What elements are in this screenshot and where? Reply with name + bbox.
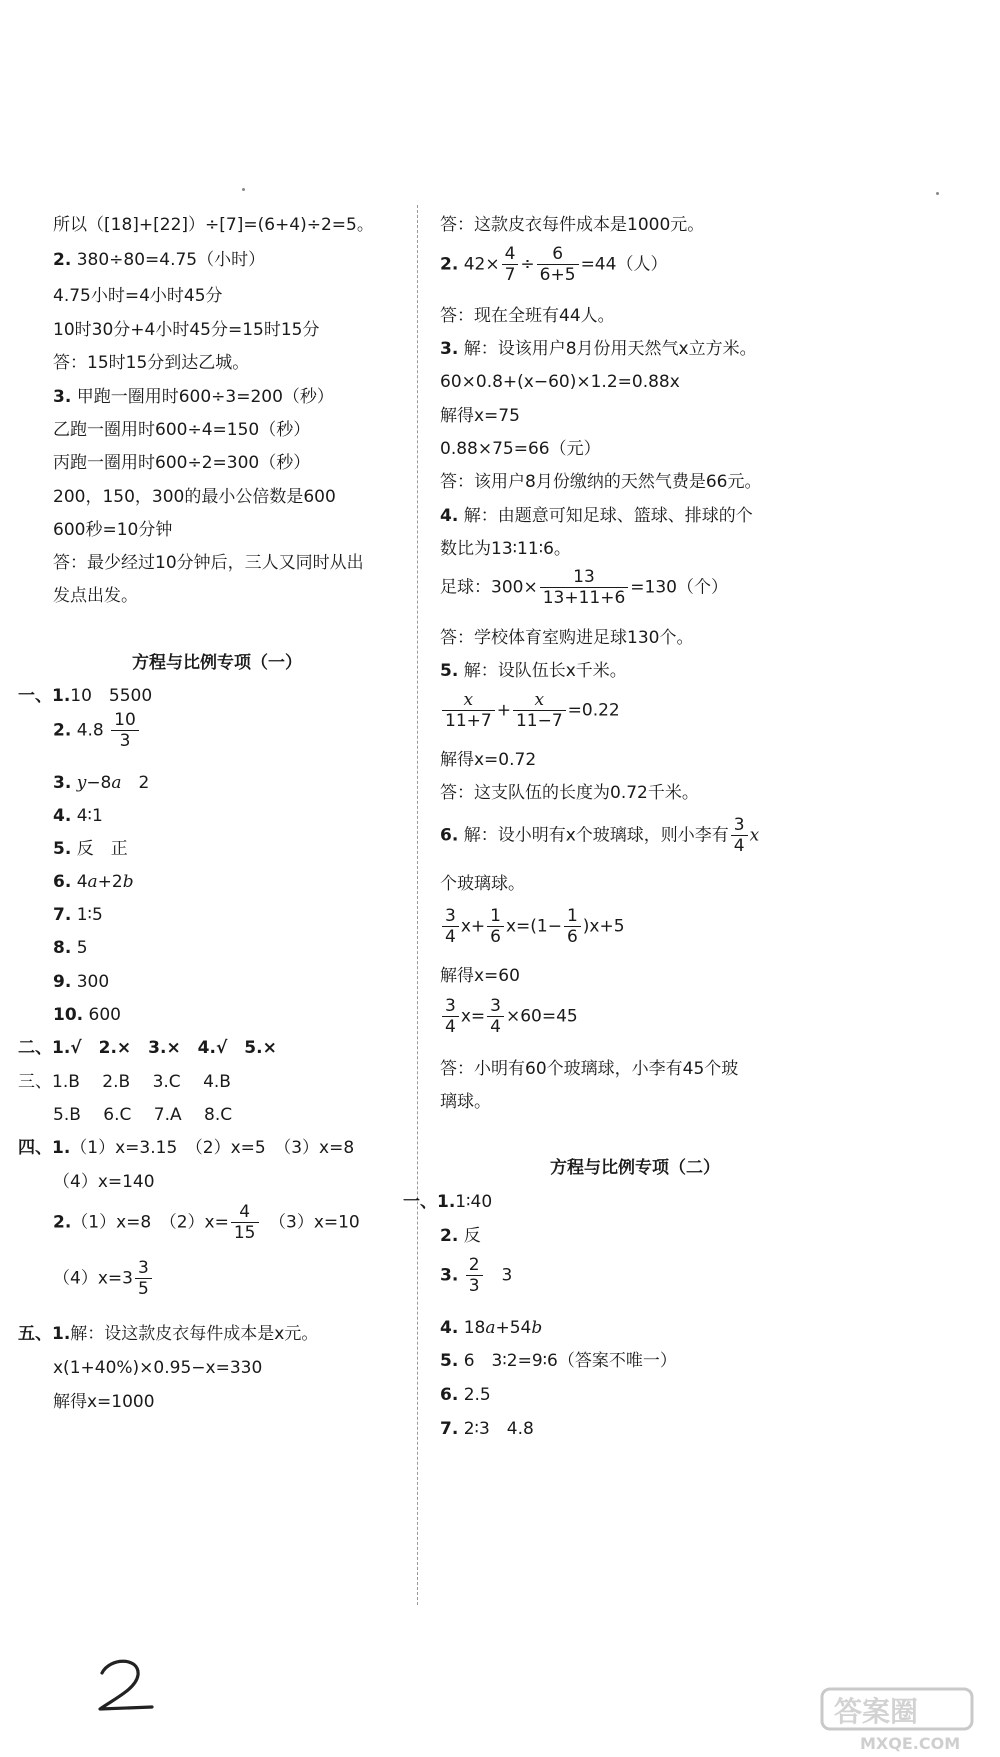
answer-line: 5.B 6.C 7.A 8.C [53, 1105, 233, 1125]
answer-text: 1∶5 [76, 905, 103, 925]
denominator: 11−7 [515, 711, 563, 731]
text-line [53, 249, 265, 271]
line-text: x=(1− [505, 916, 562, 937]
denominator: 3 [119, 731, 131, 751]
answer-text: 2∶3 4.8 [463, 1419, 534, 1439]
item-number: 2. [440, 1226, 459, 1246]
numerator: 6 [537, 244, 579, 265]
variable: b [122, 872, 134, 892]
column-divider [417, 205, 418, 1605]
answer-line [53, 1258, 154, 1304]
denominator: 3 [468, 1276, 480, 1296]
text-line: 答：学校体育室购进足球130个。 [440, 628, 694, 648]
denominator: 11+7 [445, 711, 492, 731]
item-number: 7. [53, 905, 72, 925]
text-line: 答：15时15分到达乙城。 [53, 353, 250, 373]
answer-line [53, 937, 88, 959]
text-line: 答：该用户8月份缴纳的天然气费是66元。 [440, 472, 762, 492]
text-line: 600秒=10分钟 [53, 520, 173, 540]
line-text: 甲跑一圈用时600÷3=200（秒） [71, 387, 334, 407]
text-line: 答：最少经过10分钟后，三人又同时从出 [53, 553, 364, 573]
fraction [231, 1202, 259, 1243]
variable: b [531, 1318, 543, 1338]
denominator: 13+11+6 [542, 588, 626, 608]
denominator: 6 [490, 927, 501, 947]
answer-line [440, 1225, 481, 1247]
numerator: 4 [502, 244, 519, 265]
text-line: 解得x=60 [440, 966, 520, 986]
answer-text: 解：设这款皮衣每件成本是x元。 [70, 1324, 319, 1344]
line-text: x= [460, 1006, 486, 1027]
numerator: x [513, 690, 566, 711]
answer-line: 解得x=1000 [53, 1392, 155, 1412]
text-line: 璃球。 [440, 1092, 491, 1112]
numerator: 1 [487, 906, 504, 927]
text-line: 丙跑一圈用时600÷2=300（秒） [53, 453, 311, 473]
fraction [487, 996, 504, 1037]
text-line [440, 660, 627, 682]
answer-text: −8 [86, 773, 112, 793]
item-number: 四、1. [18, 1138, 71, 1158]
answer-text: 600 [88, 1005, 121, 1025]
answer-line [403, 1191, 492, 1213]
variable: y [76, 773, 87, 793]
answer-line [53, 805, 103, 827]
fraction [564, 906, 581, 947]
text-line: 数比为13∶11∶6。 [440, 539, 571, 559]
line-text: 解：由题意可知足球、篮球、排球的个 [463, 506, 753, 526]
fraction [442, 996, 459, 1037]
answer-text: 300 [76, 972, 110, 992]
numerator: 10 [111, 710, 139, 731]
item-number: 3. [440, 339, 459, 359]
item-number: 一、1. [403, 1192, 456, 1212]
denominator: 6+5 [539, 265, 576, 285]
handwritten-number [92, 1655, 162, 1715]
answer-line [53, 904, 103, 926]
item-number: 五、1. [18, 1324, 71, 1344]
svg-text:MXQE.COM: MXQE.COM [860, 1734, 961, 1753]
line-text: 42× [463, 254, 500, 275]
scan-speck [936, 192, 939, 195]
text-line [440, 338, 757, 360]
answer-text: 3 [484, 1265, 513, 1286]
answer-line [53, 1202, 360, 1248]
answer-text: 反 正 [76, 839, 128, 859]
text-line: 4.75小时=4小时45分 [53, 286, 223, 306]
item-number: 8. [53, 938, 72, 958]
item-number: 3. [53, 387, 72, 407]
line-text: =130（个） [630, 577, 728, 598]
line-text: 解：设该用户8月份用天然气x立方米。 [463, 339, 757, 359]
item-number: 2. [53, 720, 72, 741]
text-line: 解得x=75 [440, 406, 520, 426]
answer-line [440, 1384, 491, 1406]
answer-text: 5 [76, 938, 88, 958]
denominator: 15 [233, 1223, 256, 1243]
item-number: 一、1. [18, 686, 71, 706]
line-text: 解：设队伍长x千米。 [463, 661, 627, 681]
section-heading: 方程与比例专项（一） [132, 653, 302, 673]
line-text: 380÷80=4.75（小时） [71, 250, 266, 270]
answer-line [53, 838, 128, 860]
text-line: 答：这款皮衣每件成本是1000元。 [440, 215, 705, 235]
item-number: 4. [53, 806, 72, 826]
item-number: 3. [53, 773, 72, 793]
answer-text: （1）x=3.15 （2）x=5 （3）x=8 [70, 1138, 355, 1158]
line-text: =0.22 [567, 700, 620, 721]
item-number: 6. [53, 872, 72, 892]
line-text: ÷ [520, 254, 535, 275]
answer-text: +2 [97, 872, 123, 892]
fraction [111, 710, 139, 751]
line-text: 解：设小明有x个玻璃球，则小李有 [463, 825, 729, 846]
item-number: 9. [53, 972, 72, 992]
item-number: 4. [440, 506, 459, 526]
answer-text: 10 5500 [70, 686, 153, 706]
text-line: 答：这支队伍的长度为0.72千米。 [440, 783, 699, 803]
answer-line: 三、1.B 2.B 3.C 4.B [18, 1072, 231, 1092]
answer-line: （4）x=140 [53, 1172, 155, 1192]
numerator: 4 [231, 1202, 259, 1223]
answer-line [53, 871, 134, 893]
text-line: 200，150，300的最小公倍数是600 [53, 487, 336, 507]
denominator: 4 [445, 927, 456, 947]
fraction [513, 690, 566, 731]
fraction [135, 1258, 152, 1299]
text-line: 乙跑一圈用时600÷4=150（秒） [53, 420, 311, 440]
answer-text: （4）x=3 [53, 1268, 133, 1289]
item-number: 5. [440, 1351, 459, 1371]
variable: x [749, 825, 760, 846]
answer-line [53, 971, 109, 993]
item-number: 6. [440, 1385, 459, 1405]
variable: a [111, 773, 122, 793]
item-number: 5. [53, 839, 72, 859]
text-line [440, 505, 753, 527]
item-number: 5. [440, 661, 459, 681]
fraction [487, 906, 504, 947]
fraction [442, 906, 459, 947]
answer-text: 1∶40 [455, 1192, 493, 1212]
fraction [540, 567, 629, 608]
item-number: 3. [440, 1265, 459, 1286]
line-text: 足球：300× [440, 577, 538, 598]
text-line: 解得x=0.72 [440, 750, 537, 770]
answer-text: 2.5 [463, 1385, 491, 1405]
item-number: 7. [440, 1419, 459, 1439]
text-line: 个玻璃球。 [440, 874, 525, 894]
item-number: 2. [53, 1212, 72, 1233]
answer-line [440, 1350, 677, 1372]
text-line: 所以（[18]+[22]）÷[7]=(6+4)÷2=5。 [53, 215, 374, 235]
numerator: 13 [540, 567, 629, 588]
item-number: 10. [53, 1005, 84, 1025]
fraction [731, 815, 748, 856]
answer-line [440, 1317, 542, 1339]
item-number: 4. [440, 1318, 459, 1338]
numerator: 3 [135, 1258, 152, 1279]
denominator: 4 [445, 1017, 456, 1037]
answer-text: 4 [76, 872, 88, 892]
text-line: 60×0.8+(x−60)×1.2=0.88x [440, 372, 680, 392]
answer-text: 反 [463, 1226, 481, 1246]
line-text: + [496, 700, 511, 721]
numerator: 1 [564, 906, 581, 927]
text-line: 答：现在全班有44人。 [440, 306, 615, 326]
watermark-logo [820, 1685, 995, 1755]
denominator: 5 [137, 1279, 149, 1299]
answer-line: x(1+40%)×0.95−x=330 [53, 1358, 263, 1378]
answer-line [440, 1255, 512, 1301]
answer-text: （3）x=10 [260, 1212, 360, 1233]
scan-speck [242, 188, 245, 191]
answer-line [18, 685, 152, 707]
answer-line [440, 1418, 534, 1440]
item-number: 2. [53, 250, 72, 270]
answer-line [18, 1323, 318, 1345]
denominator: 6 [566, 927, 578, 947]
text-line [53, 386, 334, 408]
denominator: 4 [490, 1017, 501, 1037]
text-line: 答：小明有60个玻璃球，小李有45个玻 [440, 1059, 739, 1079]
answer-text: 18 [463, 1318, 486, 1338]
numerator: 3 [442, 996, 459, 1017]
numerator: 3 [731, 815, 748, 836]
text-line [440, 244, 667, 290]
answer-text: 4.8 [76, 720, 104, 741]
variable: a [87, 872, 98, 892]
variable: a [485, 1318, 496, 1338]
text-line [440, 996, 578, 1042]
line-text: ×60=45 [505, 1006, 578, 1027]
line-text: =44（人） [580, 254, 668, 275]
fraction [502, 244, 519, 285]
item-number: 2. [440, 254, 459, 275]
svg-text:答案圈: 答案圈 [834, 1695, 919, 1728]
answer-text: 4∶1 [76, 806, 103, 826]
item-number: 6. [440, 825, 459, 846]
numerator: x [442, 690, 495, 711]
text-line [440, 906, 625, 952]
text-line: 0.88×75=66（元） [440, 439, 601, 459]
numerator: 3 [487, 996, 504, 1017]
denominator: 7 [504, 265, 516, 285]
answer-text: （1）x=8 （2）x= [71, 1212, 229, 1233]
line-text: )x+5 [582, 916, 625, 937]
answer-text: +54 [495, 1318, 532, 1338]
text-line [440, 815, 759, 861]
answer-line [18, 1137, 354, 1159]
text-line: 10时30分+4小时45分=15时15分 [53, 320, 320, 340]
answer-text: 2 [121, 773, 150, 793]
denominator: 4 [733, 836, 745, 856]
answer-text: 6 3∶2=9∶6（答案不唯一） [463, 1351, 677, 1371]
fraction [466, 1255, 483, 1296]
text-line [440, 690, 620, 736]
text-line [440, 567, 728, 613]
numerator: 2 [466, 1255, 483, 1276]
answer-line [53, 1004, 121, 1026]
answer-line [53, 772, 149, 794]
line-text: x+ [460, 916, 486, 937]
fraction [442, 690, 495, 731]
text-line: 发点出发。 [53, 586, 138, 606]
answer-line [53, 710, 141, 756]
answer-line: 二、1.√ 2.× 3.× 4.√ 5.× [18, 1038, 277, 1058]
section-heading: 方程与比例专项（二） [550, 1158, 720, 1178]
numerator: 3 [442, 906, 459, 927]
fraction [537, 244, 579, 285]
